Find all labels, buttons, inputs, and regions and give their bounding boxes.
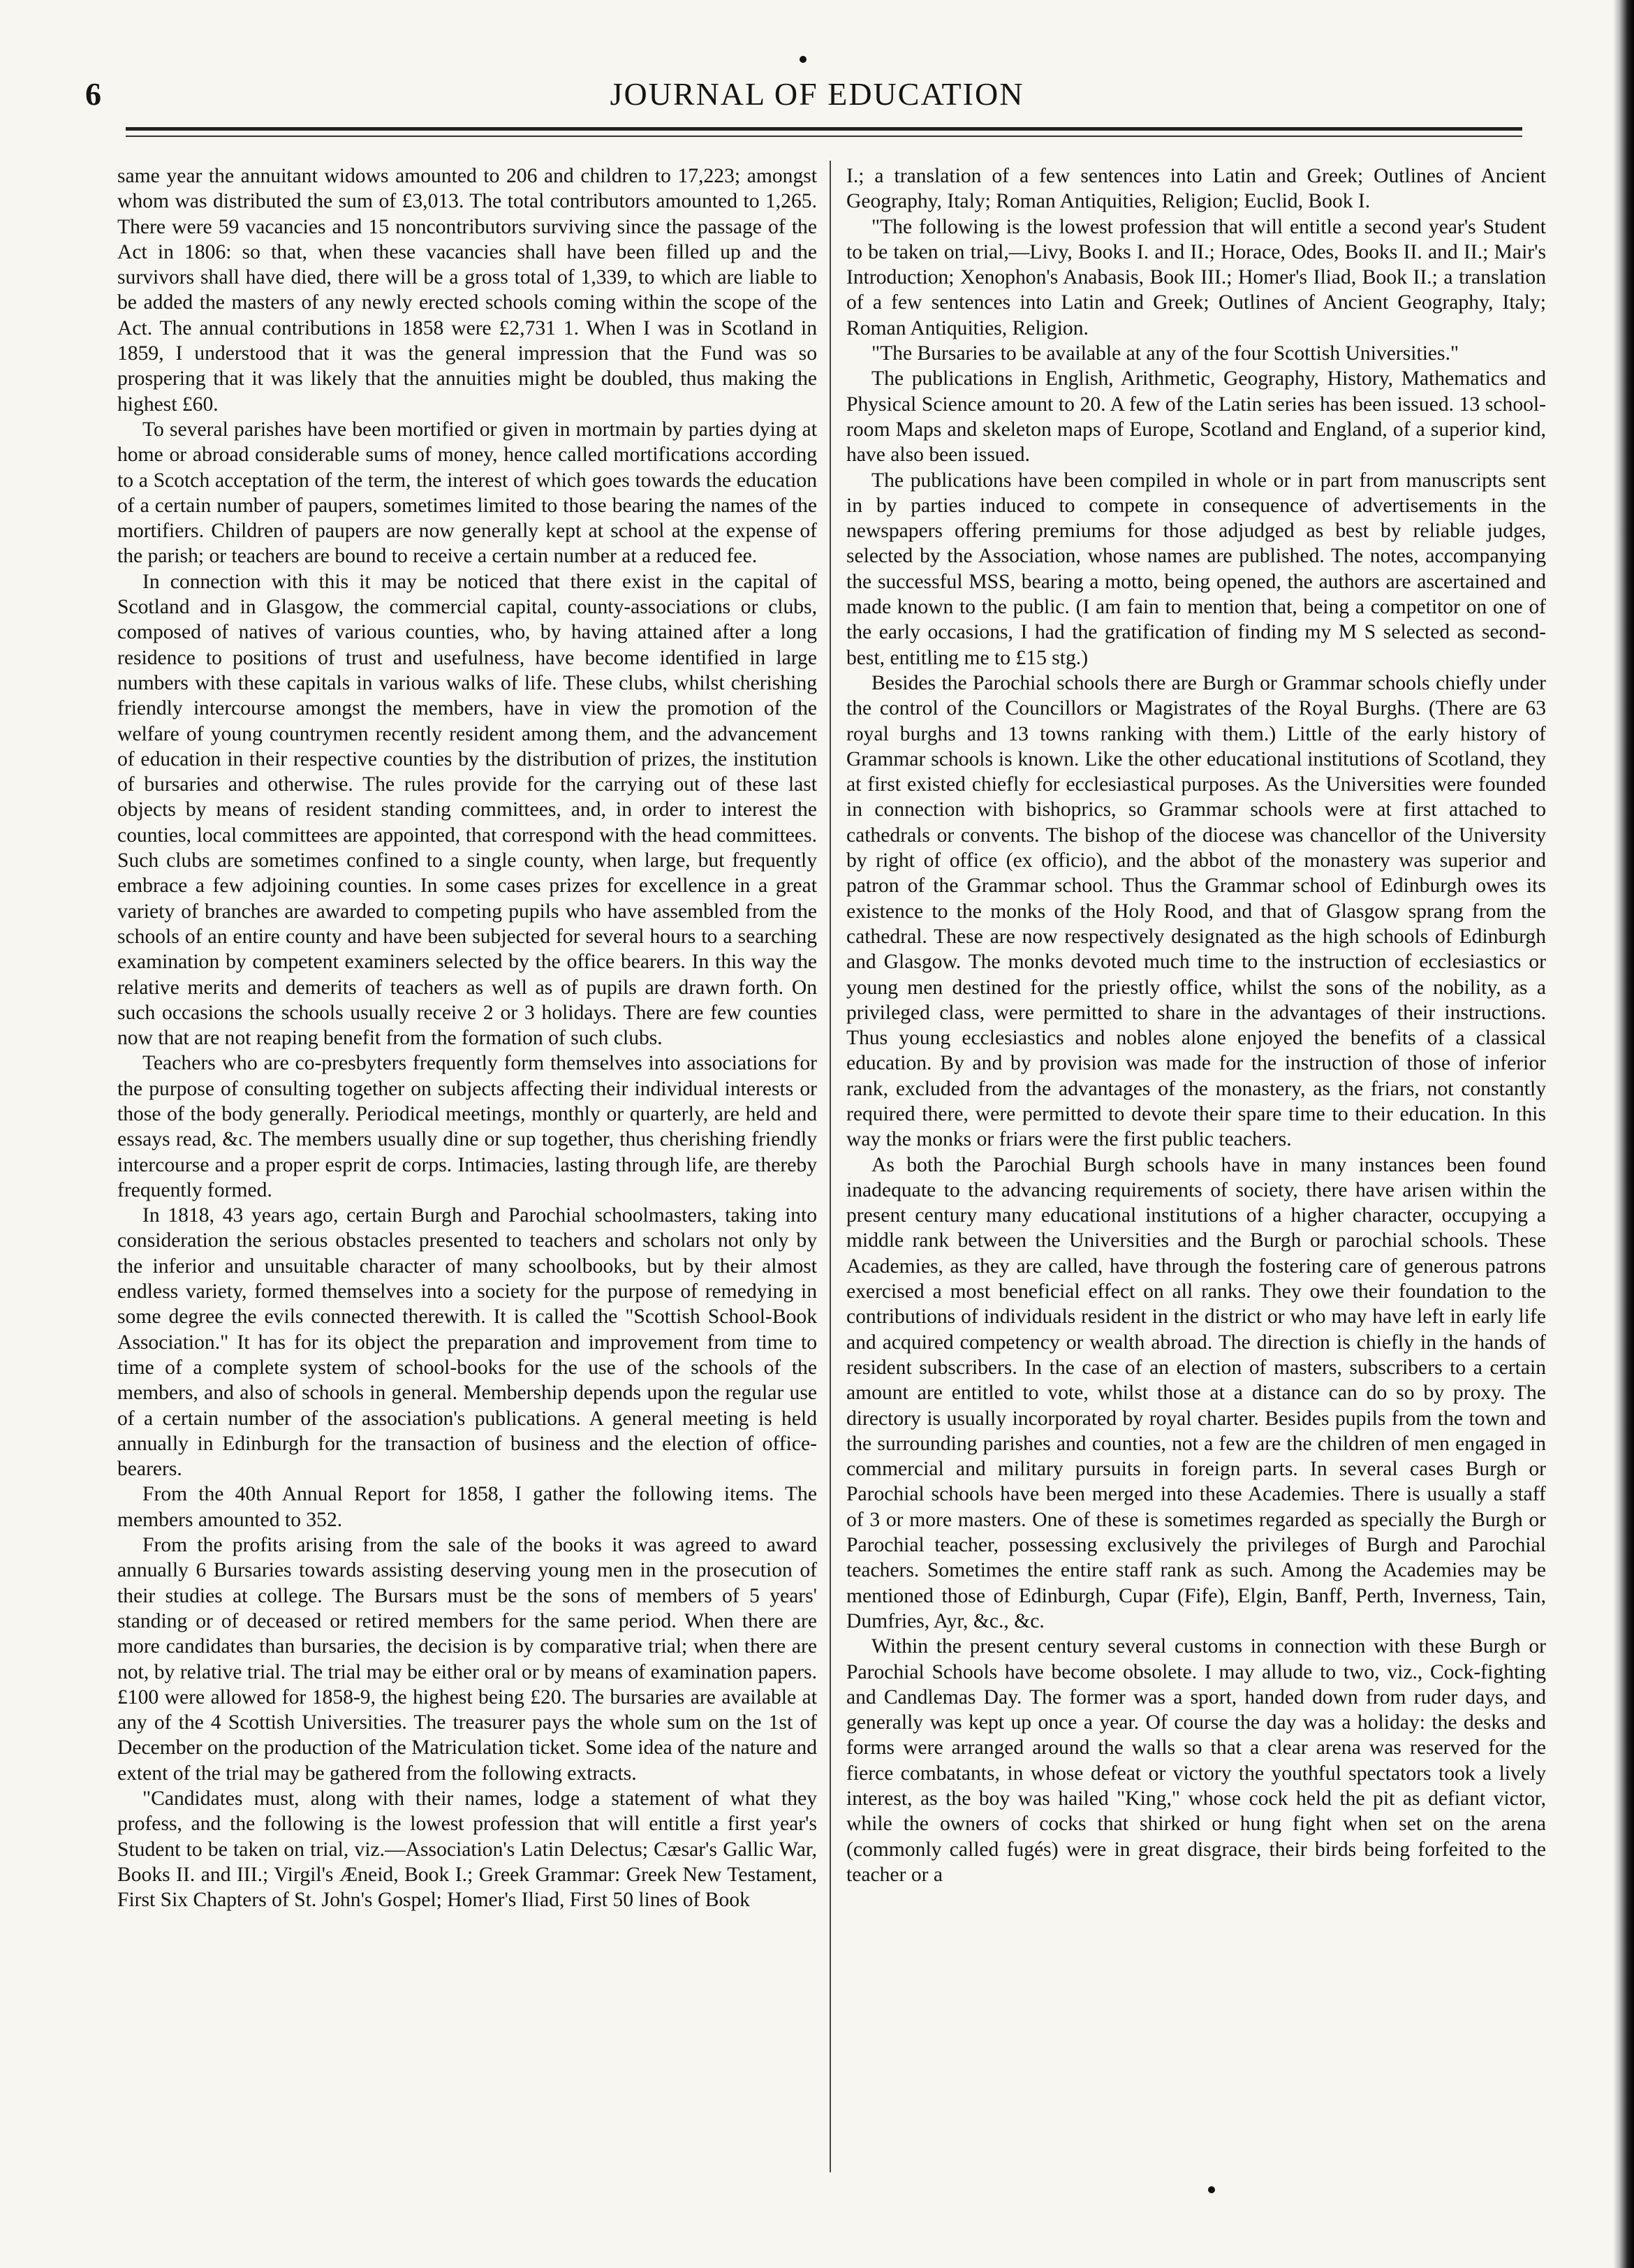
paragraph: same year the annuitant widows amounted to 206 and children to 17,223; amongst whom was distributed the sum of £3,013. The total contributors amounted to 1,265. There were 59 vacancies and 15 noncontributors surviving since the passage of the Act in 1806: so that, when these vacancies shall have been filled up and the survivors shall have died, there will be a gross total of 1,339, to which are liable to be added the masters of any newly erected schools coming within the scope of the Act. The annual contributions in 1858 were £2,731 1. When I was in Scotland in 1859, I understood that it was the general impression that the Fund was so prospering that it was likely that the annuities might be doubled, thus making the highest £60. bbox=[117, 165, 817, 416]
paragraph: To several parishes have been mortified or given in mortmain by parties dying at home or abroad considerable sums of money, hence called mortifications according to a Scotch acceptation of the term, the interest of which goes towards the education of a certain number of paupers, sometimes limited to those bearing the names of the mortifiers. Children of paupers are now generally kept at school at the expense of the parish; or teachers are bound to receive a certain number at a reduced fee. bbox=[117, 418, 817, 568]
right-column bbox=[846, 163, 1546, 2168]
paragraph: "The following is the lowest profession that will entitle a second year's Student to be taken on trial,—Livy, Books I. and II.; Horace, Odes, Books II. and II.; Mair's Introduction; Xenophon's Anabasis, Book III.; Homer's Iliad, Book II.; a translation of a few sentences into Latin and Greek; Outlines of Ancient Geography, Italy; Roman Antiquities, Religion. bbox=[846, 215, 1546, 339]
paragraph: The publications have been compiled in whole or in part from manuscripts sent in by parties induced to compete in consequence of advertisements in the newspapers offering premiums for those adjudged as best by reliable judges, selected by the Association, whose names are published. The notes, accompanying the successful MSS, bearing a motto, being opened, the authors are ascertained and made known to the public. (I am fain to mention that, being a competitor on one of the early occasions, I had the gratification of finding my M S selected as second-best, entitling me to £15 stg.) bbox=[846, 469, 1546, 669]
paragraph: In connection with this it may be noticed that there exist in the capital of Scotland and in Glasgow, the commercial capital, county-associations or clubs, composed of natives of various counties, who, by having attained after a long residence to positions of trust and usefulness, have become identified in large numbers with these capitals in various walks of life. These clubs, whilst cherishing friendly intercourse amongst the members, have in view the promotion of the welfare of young countrymen recently resident among them, and the advancement of education in their respective counties by the distribution of prizes, the institution of bursaries and otherwise. The rules provide for the carrying out of these last objects by means of resident standing committees, and, in order to interest the counties, local committees are appointed, that correspond with the head committees. Such clubs are sometimes confined to a single county, when large, but frequently embrace a few adjoining counties. In some cases prizes for excellence in a great variety of branches are awarded to competing pupils who have assembled from the schools of an entire county and have been subjected for several hours to a searching examination by competent examiners selected by the office bearers. In this way the relative merits and demerits of teachers as well as of pupils are drawn forth. On such occasions the schools usually receive 2 or 3 holidays. There are few counties now that are not reaping benefit from the formation of such clubs. bbox=[117, 570, 817, 1050]
paragraph: I.; a translation of a few sentences into Latin and Greek; Outlines of Ancient Geography, Italy; Roman Antiquities, Religion; Euclid, Book I. bbox=[846, 165, 1546, 213]
header-rule-thick bbox=[126, 127, 1522, 131]
paragraph: The publications in English, Arithmetic, Geography, History, Mathematics and Physical Science amount to 20. A few of the Latin series has been issued. 13 school-room Maps and skeleton maps of Europe, Scotland and England, of a superior kind, have also been issued. bbox=[846, 367, 1546, 467]
paragraph: Within the present century several customs in connection with these Burgh or Parochial Schools have become obsolete. I may allude to two, viz., Cock-fighting and Candlemas Day. The former was a sport, handed down from ruder days, and generally was kept up once a year. Of course the day was a holiday: the desks and forms were arranged around the walls so that a clear arena was reserved for the fierce combatants, in whose defeat or victory the youthful spectators took a lively interest, as the boy was hailed "King," whose cock held the pit as defiant victor, while the owners of cocks that shirked or hung fight when set on the arena (commonly called fugés) were in great disgrace, their birds being forfeited to the teacher or a bbox=[846, 1635, 1546, 1886]
paragraph: "The Bursaries to be available at any of the four Scottish Universities." bbox=[871, 342, 1459, 365]
paragraph: "Candidates must, along with their names, lodge a statement of what they profess, and the following is the lowest profession that will entitle a first year's Student to be taken on trial, viz.—Association's Latin Delectus; Cæsar's Gallic War, Books II. and III.; Virgil's Æneid, Book I.; Greek Grammar: Greek New Testament, First Six Chapters of St. John's Gospel; Homer's Iliad, First 50 lines of Book bbox=[117, 1787, 817, 1912]
top-dot bbox=[800, 56, 807, 63]
left-column bbox=[117, 163, 817, 2168]
paragraph: In 1818, 43 years ago, certain Burgh and Parochial schoolmasters, taking into consideration the serious obstacles presented to teachers and scholars not only by the inferior and unsuitable character of many schoolbooks, but by their almost endless variety, formed themselves into a society for the purpose of remedying in some degree the evils connected therewith. It is called the "Scottish School-Book Association." It has for its object the preparation and improvement from time to time of a complete system of school-books for the use of the schools of the members, and also of schools in general. Membership depends upon the regular use of a certain number of the association's publications. A general meeting is held annually in Edinburgh for the transaction of business and the election of office-bearers. bbox=[117, 1204, 817, 1481]
column-divider bbox=[830, 161, 831, 2172]
binding-edge bbox=[1613, 0, 1634, 2268]
running-head: JOURNAL OF EDUCATION bbox=[610, 76, 1024, 112]
paragraph: As both the Parochial Burgh schools have in many instances been found inadequate to the advancing requirements of society, there have arisen within the present century many educational institutions of a higher character, occupying a middle rank between the Universities and the Burgh or parochial schools. These Academies, as they are called, have through the fostering care of generous patrons exercised a most beneficial effect on all ranks. They owe their foundation to the contributions of individuals resident in the district or who may have left in early life and acquired competency or wealth abroad. The direction is chiefly in the hands of resident subscribers. In the case of an election of masters, subscribers to a certain amount are entitled to vote, whilst those at a distance can do so by proxy. The directory is usually incorporated by royal charter. Besides pupils from the town and the surrounding parishes and counties, not a few are the children of men engaged in commercial and military pursuits in foreign parts. In several cases Burgh or Parochial schools have been merged into these Academies. There is usually a staff of 3 or more masters. One of these is sometimes regarded as specially the Burgh or Parochial teacher, possessing exclusively the privileges of Burgh and Parochial teachers. Sometimes the entire staff rank as such. Among the Academies may be mentioned those of Edinburgh, Cupar (Fife), Elgin, Banff, Perth, Inverness, Tain, Dumfries, Ayr, &c., &c. bbox=[846, 1153, 1546, 1632]
page-number: 6 bbox=[85, 76, 101, 112]
paragraph: Teachers who are co-presbyters frequently form themselves into associations for the purpose of consulting together on subjects affecting their individual interests or those of the body generally. Periodical meetings, monthly or quarterly, are held and essays read, &c. The members usually dine or sup together, thus cherishing friendly intercourse and a proper esprit de corps. Intimacies, lasting through life, are thereby frequently formed. bbox=[117, 1052, 817, 1201]
header-rule-thin bbox=[126, 136, 1522, 137]
paragraph: From the 40th Annual Report for 1858, I gather the following items. The members amounted to 352. bbox=[117, 1483, 817, 1531]
paragraph: From the profits arising from the sale of the books it was agreed to award annually 6 Bursaries towards assisting deserving young men in the prosecution of their studies at college. The Bursars must be the sons of members of 5 years' standing or of deceased or retired members for the same period. When there are more candidates than bursaries, the decision is by comparative trial; when there are not, by relative trial. The trial may be either oral or by means of examination papers. £100 were allowed for 1858-9, the highest being £20. The bursaries are available at any of the 4 Scottish Universities. The treasurer pays the whole sum on the 1st of December on the production of the Matriculation ticket. Some idea of the nature and extent of the trial may be gathered from the following extracts. bbox=[117, 1534, 817, 1785]
paragraph: Besides the Parochial schools there are Burgh or Grammar schools chiefly under the control of the Councillors or Magistrates of the Royal Burghs. (There are 63 royal burghs and 13 towns ranking with them.) Little of the early history of Grammar schools is known. Like the other educational institutions of Scotland, they at first existed chiefly for ecclesiastical purposes. As the Universities were founded in connection with bishoprics, so Grammar schools were at first attached to cathedrals or convents. The bishop of the diocese was chancellor of the University by right of office (ex officio), and the abbot of the monastery was superior and patron of the Grammar school. Thus the Grammar school of Edinburgh owes its existence to the monks of the Holy Rood, and that of Glasgow sprang from the cathedral. These are now respectively designated as the high schools of Edinburgh and Glasgow. The monks devoted much time to the instruction of ecclesiastics or young men destined for the priestly office, whilst the sons of the nobility, as a privileged class, were permitted to share in the advantages of their instructions. Thus young ecclesiastics and nobles alone enjoyed the benefits of a classical education. By and by provision was made for the instruction of those of inferior rank, excluded from the advantages of the monastery, as the friars, not constantly required there, were permitted to devote their spare time to their education. In this way the monks or friars were the first public teachers. bbox=[846, 671, 1546, 1151]
bottom-dot bbox=[1208, 2186, 1215, 2193]
